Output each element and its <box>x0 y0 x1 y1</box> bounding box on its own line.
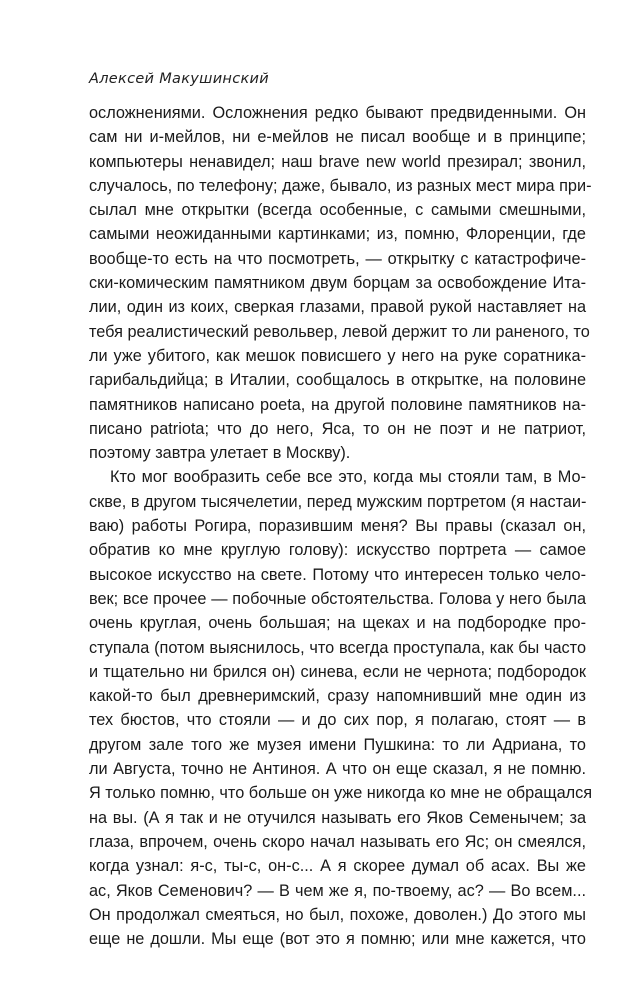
text-line: высокое искусство на свете. Потому что интересен только чело- <box>89 565 586 584</box>
text-line: обратив ко мне круглую голову): искусство портрета — самое <box>89 541 586 560</box>
paragraph <box>89 101 592 465</box>
text-line: ли Августа, точно не Антиноя. А что он еще сказал, я не помню. <box>89 760 586 779</box>
text-line: другом зале того же музея имени Пушкина: то ли Адриана, то <box>89 735 586 754</box>
body-text <box>89 101 593 951</box>
paragraph <box>89 465 593 951</box>
text-line: Я только помню, что больше он уже никогда ко мне не обращался <box>89 784 593 803</box>
text-line: компьютеры ненавидел; наш brave new world презирал; звонил, <box>89 152 586 171</box>
text-line: ски-комическим памятником двум борцам за освобождение Ита- <box>89 274 586 293</box>
text-line: ваю) работы Рогира, поразившим меня? Вы правы (сказал он, <box>89 517 586 536</box>
text-line: глаза, впрочем, очень скоро начал называть его Яс; он смеялся, <box>89 832 586 851</box>
running-head-author: Алексей Макушинский <box>89 71 269 87</box>
text-line: лии, один из коих, сверкая глазами, правой рукой наставляет на <box>89 298 586 317</box>
text-line: на вы. (А я так и не отучился называть его Яков Семенычем; за <box>89 808 586 827</box>
text-line: ступала (потом выяснилось, что всегда проступала, как бы часто <box>89 638 586 657</box>
text-line: ас, Яков Семенович? — В чем же я, по-твоему, ас? — Во всем... <box>89 881 586 900</box>
text-line: сам ни и-мейлов, ни е-мейлов не писал вообще и в принципе; <box>89 128 586 147</box>
text-line: памятников написано poeta, на другой половине памятников на- <box>89 395 586 414</box>
text-line: тех бюстов, что стояли — и до сих пор, я полагаю, стоят — в <box>89 711 586 730</box>
text-line: осложнениями. Осложнения редко бывают предвиденными. Он <box>89 104 586 122</box>
text-line: гарибальдийца; в Италии, сообщалось в открытке, на половине <box>89 371 586 390</box>
text-line: очень круглая, очень большая; на щеках и на подбородке про- <box>89 614 586 633</box>
text-line: случалось, по телефону; даже, бывало, из разных мест мира при- <box>89 176 592 195</box>
text-line: Он продолжал смеяться, но был, похоже, доволен.) До этого мы <box>89 905 586 924</box>
text-line: писано patriota; что до него, Яса, то он не поэт и не патриот, <box>89 419 586 438</box>
text-line: тебя реалистический револьвер, левой держит то ли раненого, то <box>89 322 590 341</box>
text-line: век; все прочее — побочные обстоятельства. Голова у него была <box>89 589 586 608</box>
text-line: скве, в другом тысячелетии, перед мужским портретом (я настаи- <box>89 492 587 511</box>
text-line: самыми неожиданными картинками; из, помню, Флоренции, где <box>89 225 586 244</box>
text-line: сылал мне открытки (всегда особенные, с самыми смешными, <box>89 201 586 220</box>
text-line: Кто мог вообразить себе все это, когда мы стояли там, в Мо- <box>110 468 586 487</box>
text-line: ли уже убитого, как мешок повисшего у него на руке соратника- <box>89 346 586 365</box>
text-line: когда узнал: я-с, ты-с, он-с... А я скорее думал об асах. Вы же <box>89 857 586 876</box>
text-line: поэтому завтра улетает в Москву). <box>89 444 351 463</box>
text-line: еще не дошли. Мы еще (вот это я помню; или мне кажется, что <box>89 930 586 949</box>
text-line: вообще-то есть на что посмотреть, — открытку с катастрофиче- <box>89 249 586 268</box>
text-line: какой-то был древнеримский, сразу напомнивший мне один из <box>89 687 586 706</box>
text-line: и тщательно ни брился он) синева, если не чернота; подбородок <box>89 662 586 681</box>
